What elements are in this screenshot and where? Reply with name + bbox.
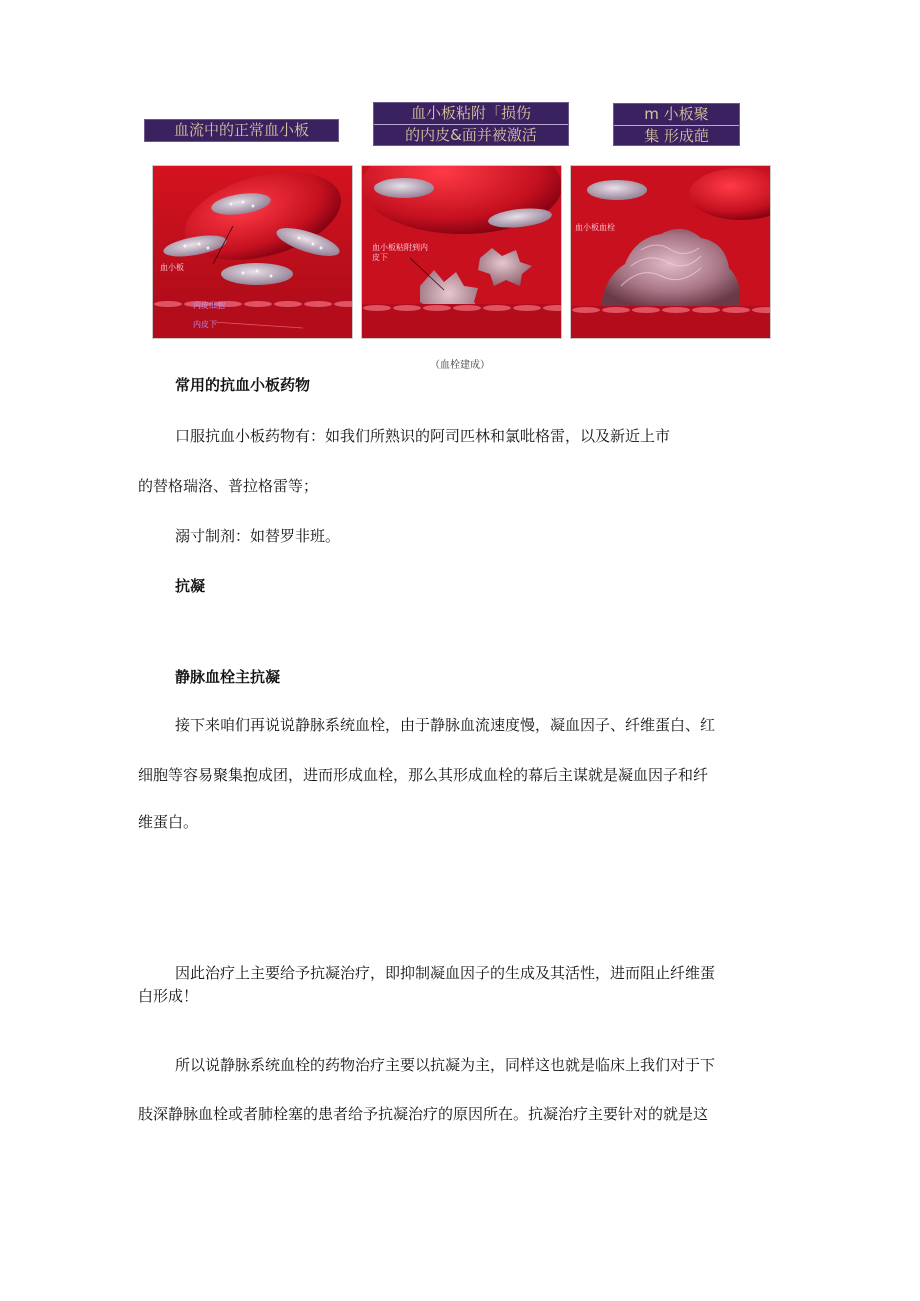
platelet-thrombus-illustration bbox=[571, 166, 771, 339]
caption-adhesion-line2: 的内皮&面并被激活 bbox=[374, 124, 568, 145]
therapy-para-line2: 白形成！ bbox=[138, 987, 199, 1005]
caption-platelet-aggregation bbox=[613, 103, 740, 146]
label-adhesion-line2: 皮下 bbox=[372, 253, 388, 262]
label-endothelium: 内皮下 bbox=[193, 320, 217, 329]
caption-normal-platelets bbox=[144, 119, 339, 142]
oral-antiplatelet-line1: 口服抗血小板药物有：如我们所熟识的阿司匹林和氯吡格雷，以及新近上市 bbox=[175, 427, 671, 445]
summary-para-line2: 肢深静脉血栓或者肺栓塞的患者给予抗凝治疗的原因所在。抗凝治疗主要针对的就是这 bbox=[138, 1105, 709, 1123]
summary-para-line1: 所以说静脉系统血栓的药物治疗主要以抗凝为主，同样这也就是临床上我们对于下 bbox=[175, 1056, 716, 1074]
caption-aggregation-line1: m 小板聚 bbox=[644, 105, 709, 123]
heading-venous-thrombus: 静脉血栓主抗凝 bbox=[175, 668, 281, 686]
panel-platelet-thrombus bbox=[570, 165, 771, 339]
oral-antiplatelet-line2: 的替格瑞洛、普拉格雷等； bbox=[138, 477, 319, 495]
label-endothelial-cell: 内皮细胞 bbox=[193, 301, 225, 310]
figure-caption: （血栓建成） bbox=[430, 360, 490, 371]
panel-platelet-adhesion bbox=[361, 165, 562, 339]
label-thrombus: 血小板血栓 bbox=[575, 223, 615, 232]
label-adhesion-line1: 血小板粘附到内 bbox=[372, 243, 428, 252]
venous-para-line1: 接下来咱们再说说静脉系统血栓，由于静脉血流速度慢，凝血因子、纤维蛋白、红 bbox=[175, 716, 716, 734]
label-platelet: 血小板 bbox=[160, 263, 184, 272]
caption-adhesion-line1: 血小板粘附「损伤 bbox=[410, 104, 531, 122]
panel-normal-platelets bbox=[152, 165, 353, 339]
caption-aggregation-line2: 集 形成葩 bbox=[614, 125, 739, 146]
caption-normal-text: 血流中的正常血小板 bbox=[173, 121, 309, 139]
caption-platelet-adhesion bbox=[373, 102, 569, 146]
therapy-para-line1: 因此治疗上主要给予抗凝治疗，即抑制凝血因子的生成及其活性，进而阻止纤维蛋 bbox=[175, 964, 716, 982]
venous-para-line3: 维蛋白。 bbox=[138, 813, 199, 831]
venous-para-line2: 细胞等容易聚集抱成团，进而形成血栓，那么其形成血栓的幕后主谋就是凝血因子和纤 bbox=[138, 766, 709, 784]
iv-antiplatelet-agents: 溺寸制剂：如替罗非班。 bbox=[175, 527, 341, 545]
normal-platelets-illustration bbox=[153, 166, 353, 339]
heading-antiplatelet-drugs: 常用的抗血小板药物 bbox=[175, 376, 311, 394]
heading-anticoagulation: 抗凝 bbox=[175, 577, 206, 595]
